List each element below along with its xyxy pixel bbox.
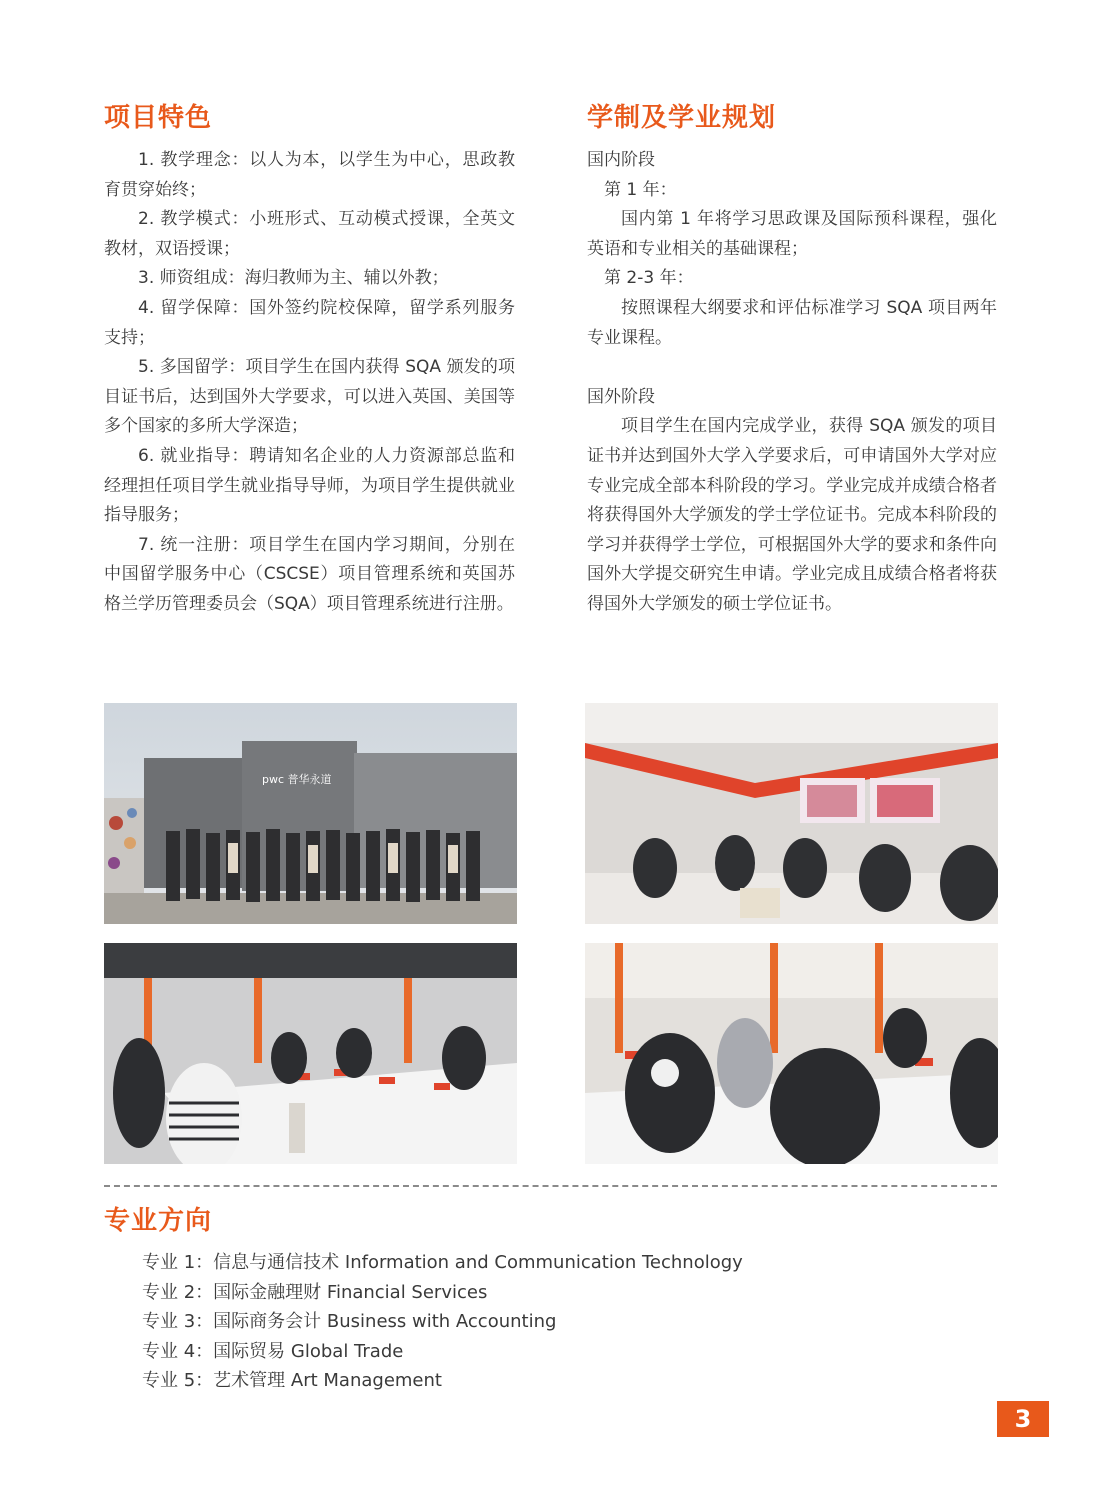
section-title-majors: 专业方向 bbox=[104, 1206, 213, 1236]
majors-list bbox=[142, 1248, 743, 1396]
feature-item: 3. 师资组成：海归教师为主、辅以外教； bbox=[138, 268, 449, 289]
feature-item: 5. 多国留学：项目学生在国内获得 SQA 颁发的项目证书后，达到国外大学要求，可以进入英国、美国等多个国家的多所大学深造； bbox=[104, 357, 515, 437]
abroad-stage-label: 国外阶段 bbox=[587, 386, 655, 407]
feature-item: 1. 教学理念：以人为本，以学生为中心，思政教育贯穿始终； bbox=[104, 150, 515, 200]
section-divider bbox=[104, 1185, 997, 1187]
abroad-text: 项目学生在国内完成学业，获得 SQA 颁发的项目证书并达到国外大学入学要求后，可申请国外大学对应专业完成全部本科阶段的学习。学业完成并成绩合格者将获得国外大学颁发的学士学位证书。完成本科阶段的学习并获得学士学位，可根据国外大学的要求和条件向国外大学提交研究生申请。学业完成且成绩合格者将获得国外大学颁发的硕士学位证书。 bbox=[587, 416, 997, 614]
classroom-presentation-photo bbox=[585, 703, 998, 924]
group-discussion-photo bbox=[585, 943, 998, 1164]
feature-item: 2. 教学模式：小班形式、互动模式授课，全英文教材，双语授课； bbox=[104, 209, 515, 259]
group-photo-building bbox=[104, 703, 517, 924]
year1-label: 第 1 年： bbox=[604, 179, 677, 200]
page-number-badge: 3 bbox=[997, 1401, 1049, 1437]
major-item: 专业 1：信息与通信技术 Information and Communication Technology bbox=[142, 1252, 743, 1273]
pwc-sign: pwc 普华永道 bbox=[262, 773, 332, 786]
major-item: 专业 4：国际贸易 Global Trade bbox=[142, 1340, 404, 1362]
year23-text: 按照课程大纲要求和评估标准学习 SQA 项目两年专业课程。 bbox=[587, 297, 997, 348]
section-title-schedule: 学制及学业规划 bbox=[587, 103, 777, 133]
features-list bbox=[104, 146, 515, 620]
schedule-text bbox=[587, 146, 997, 620]
year1-text: 国内第 1 年将学习思政课及国际预科课程，强化英语和专业相关的基础课程； bbox=[587, 209, 997, 259]
major-item: 专业 5：艺术管理 Art Management bbox=[142, 1370, 442, 1392]
feature-item: 7. 统一注册：项目学生在国内学习期间，分别在中国留学服务中心（CSCSE）项目管理系统和英国苏格兰学历管理委员会（SQA）项目管理系统进行注册。 bbox=[104, 534, 515, 614]
major-item: 专业 3：国际商务会计 Business with Accounting bbox=[142, 1311, 557, 1333]
feature-item: 6. 就业指导：聘请知名企业的人力资源部总监和经理担任项目学生就业指导导师，为项目学生提供就业指导服务； bbox=[104, 445, 515, 526]
feature-item: 4. 留学保障：国外签约院校保障，留学系列服务支持； bbox=[104, 297, 515, 348]
domestic-stage-label: 国内阶段 bbox=[587, 150, 655, 170]
major-item: 专业 2：国际金融理财 Financial Services bbox=[142, 1281, 488, 1303]
section-title-features: 项目特色 bbox=[104, 103, 213, 133]
students-writing-photo bbox=[104, 943, 517, 1164]
year23-label: 第 2-3 年： bbox=[604, 268, 694, 289]
